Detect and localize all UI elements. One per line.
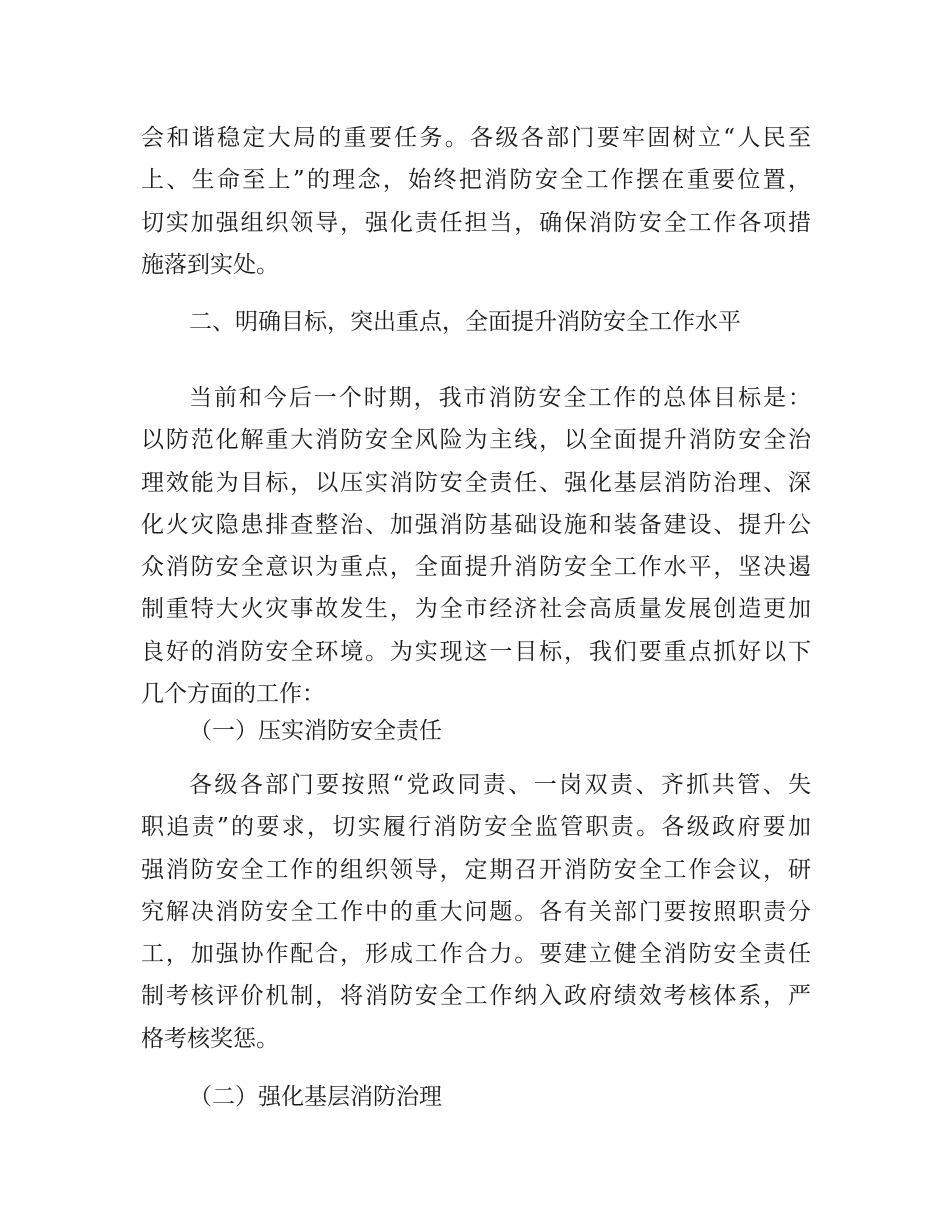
text-line: 良好的消防安全环境。为实现这一目标，我们要重点抓好以下 [141,638,811,665]
text-line: 几个方面的工作： [141,681,325,708]
text-line: 以防范化解重大消防安全风险为主线，以全面提升消防安全治 [141,427,811,454]
text-line: 制重特大火灾事故发生，为全市经济社会高质量发展创造更加 [141,596,811,623]
paragraph [141,764,811,1060]
subsection-heading: （一）压实消防安全责任 [189,718,442,744]
text-line: 众消防安全意识为重点，全面提升消防安全工作水平，坚决遏 [141,554,811,581]
paragraph [141,377,811,715]
text-line: 理效能为目标，以压实消防安全责任、强化基层消防治理、深 [141,469,811,496]
text-line: 职追责”的要求，切实履行消防安全监管职责。各级政府要加 [141,814,811,841]
text-line: 上、生命至上”的理念，始终把消防安全工作摆在重要位置， [141,167,811,194]
text-line: 施落到实处。 [141,251,279,278]
text-line: 工，加强协作配合，形成工作合力。要建立健全消防安全责任 [141,941,811,968]
text-line: 化火灾隐患排查整治、加强消防基础设施和装备建设、提升公 [141,511,811,538]
text-line: 强消防安全工作的组织领导，定期召开消防安全工作会议，研 [141,856,811,883]
text-line: 切实加强组织领导，强化责任担当，确保消防安全工作各项措 [141,209,811,236]
text-line: 格考核奖惩。 [141,1025,279,1052]
section-heading: 二、明确目标，突出重点，全面提升消防安全工作水平 [189,309,741,335]
text-line: 制考核评价机制，将消防安全工作纳入政府绩效考核体系，严 [141,983,811,1010]
text-line: 究解决消防安全工作中的重大问题。各有关部门要按照职责分 [141,898,811,925]
text-line: 当前和今后一个时期，我市消防安全工作的总体目标是： [189,385,811,411]
subsection-heading: （二）强化基层消防治理 [189,1084,442,1110]
paragraph [141,117,811,286]
text-line: 各级各部门要按照“党政同责、一岗双责、齐抓共管、失 [189,772,811,798]
text-line: 会和谐稳定大局的重要任务。各级各部门要牢固树立“人民至 [141,125,811,151]
